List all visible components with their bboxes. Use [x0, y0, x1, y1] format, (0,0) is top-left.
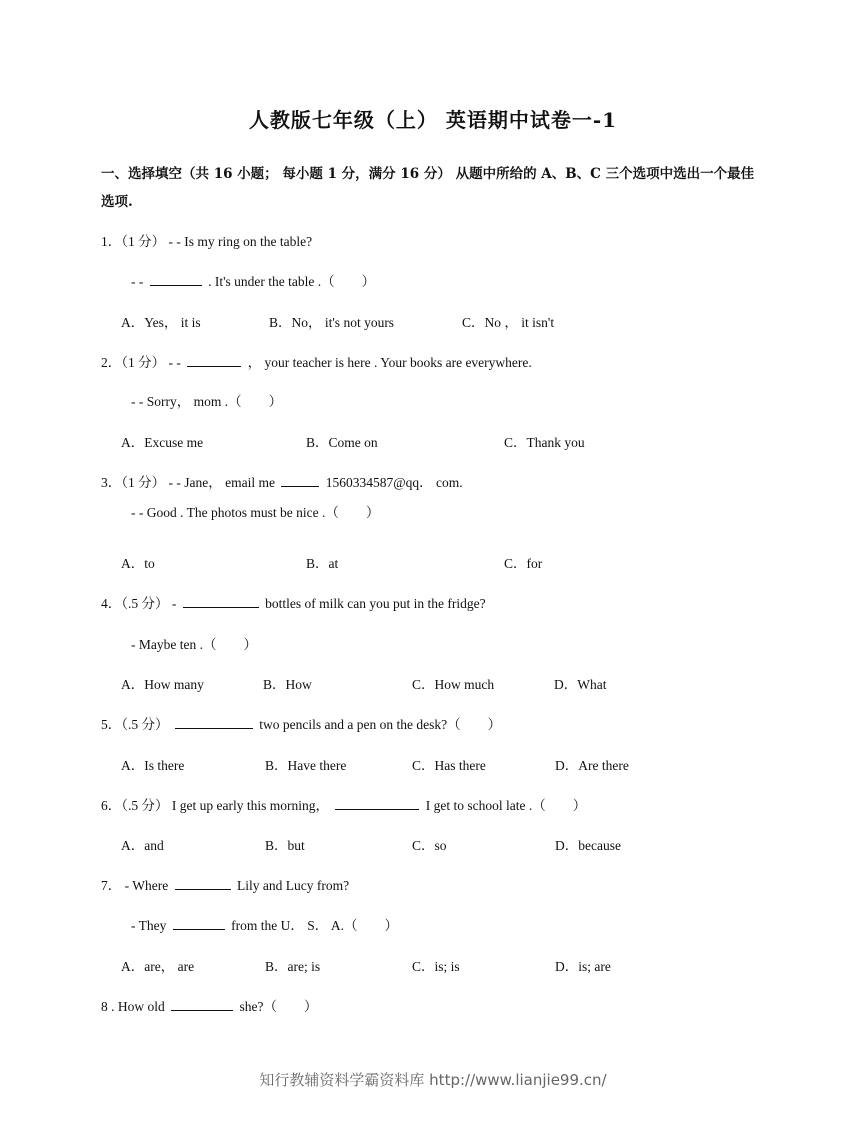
answer-blank [150, 273, 202, 286]
answer-blank [175, 716, 253, 729]
question-8: 8 . How old she?（ ） [101, 999, 318, 1014]
option-d: D．What [554, 677, 607, 692]
option-d: D．is; are [555, 959, 611, 974]
option-b: B．are; is [265, 959, 321, 974]
option-c: C．for [504, 556, 543, 571]
option-b: B．Come on [306, 435, 378, 450]
option-c: C．No ， it isn't [462, 315, 555, 330]
option-b: B．Have there [265, 758, 347, 773]
option-b: B．at [306, 556, 339, 571]
answer-blank [335, 797, 419, 810]
answer-blank [173, 917, 225, 930]
option-a: A．Is there [121, 758, 185, 773]
answer-blank [171, 998, 233, 1011]
answer-blank [281, 474, 319, 487]
option-a: A．Excuse me [121, 435, 204, 450]
question-1 [101, 230, 312, 250]
footer-watermark: 知行教辅资料学霸资料库 http://www.lianjie99.cn/ [259, 1071, 607, 1089]
question-2: 2．（1 分） - - ， your teacher is here . Your books are everywhere. [101, 355, 532, 370]
option-c: C．Thank you [504, 435, 585, 450]
question-1-reply: - - . It's under the table .（ ） [131, 274, 376, 289]
option-c: C．so [412, 838, 447, 853]
option-a: A．to [121, 556, 155, 571]
question-4: 4．（.5 分） - bottles of milk can you put in the fridge? [101, 596, 486, 611]
question-3-reply: - - Good . The photos must be nice .（ ） [131, 505, 380, 520]
option-a: A．Yes， it is [121, 315, 201, 330]
question-6: 6．（.5 分） I get up early this morning， I get to school late .（ ） [101, 798, 587, 813]
question-5: 5．（.5 分） two pencils and a pen on the desk?（ ） [101, 717, 502, 732]
question-2-reply: - - Sorry， mom .（ ） [131, 394, 283, 409]
option-c: C．Has there [412, 758, 486, 773]
answer-blank [175, 877, 231, 890]
answer-blank [187, 354, 241, 367]
option-a: A．and [121, 838, 164, 853]
question-7: 7． - Where Lily and Lucy from? [101, 878, 350, 893]
answer-blank [183, 595, 259, 608]
option-a: A．are， are [121, 959, 195, 974]
option-d: D．because [555, 838, 621, 853]
section-instructions: 一、选择填空（共 16 小题； 每小题 1 分，满分 16 分） 从题中所给的 A、B、C 三个选项中选出一个最佳选项. [101, 166, 755, 210]
option-a: A．How many [121, 677, 204, 692]
option-d: D．Are there [555, 758, 629, 773]
option-b: B．No， it's not yours [269, 315, 395, 330]
option-b: B．but [265, 838, 305, 853]
option-c: C．is; is [412, 959, 460, 974]
question-7-reply: - They from the U． S． A.（ ） [131, 918, 398, 933]
page-title: 人教版七年级（上） 英语期中试卷一-1 [248, 108, 618, 132]
question-4-reply: - Maybe ten .（ ） [131, 637, 257, 652]
question-1-text: 1．（1 分） - - Is my ring on the table? [101, 234, 313, 249]
option-c: C．How much [412, 677, 495, 692]
question-3: 3．（1 分） - - Jane， email me 1560334587@qq． com. [101, 475, 463, 490]
option-b: B．How [263, 677, 312, 692]
